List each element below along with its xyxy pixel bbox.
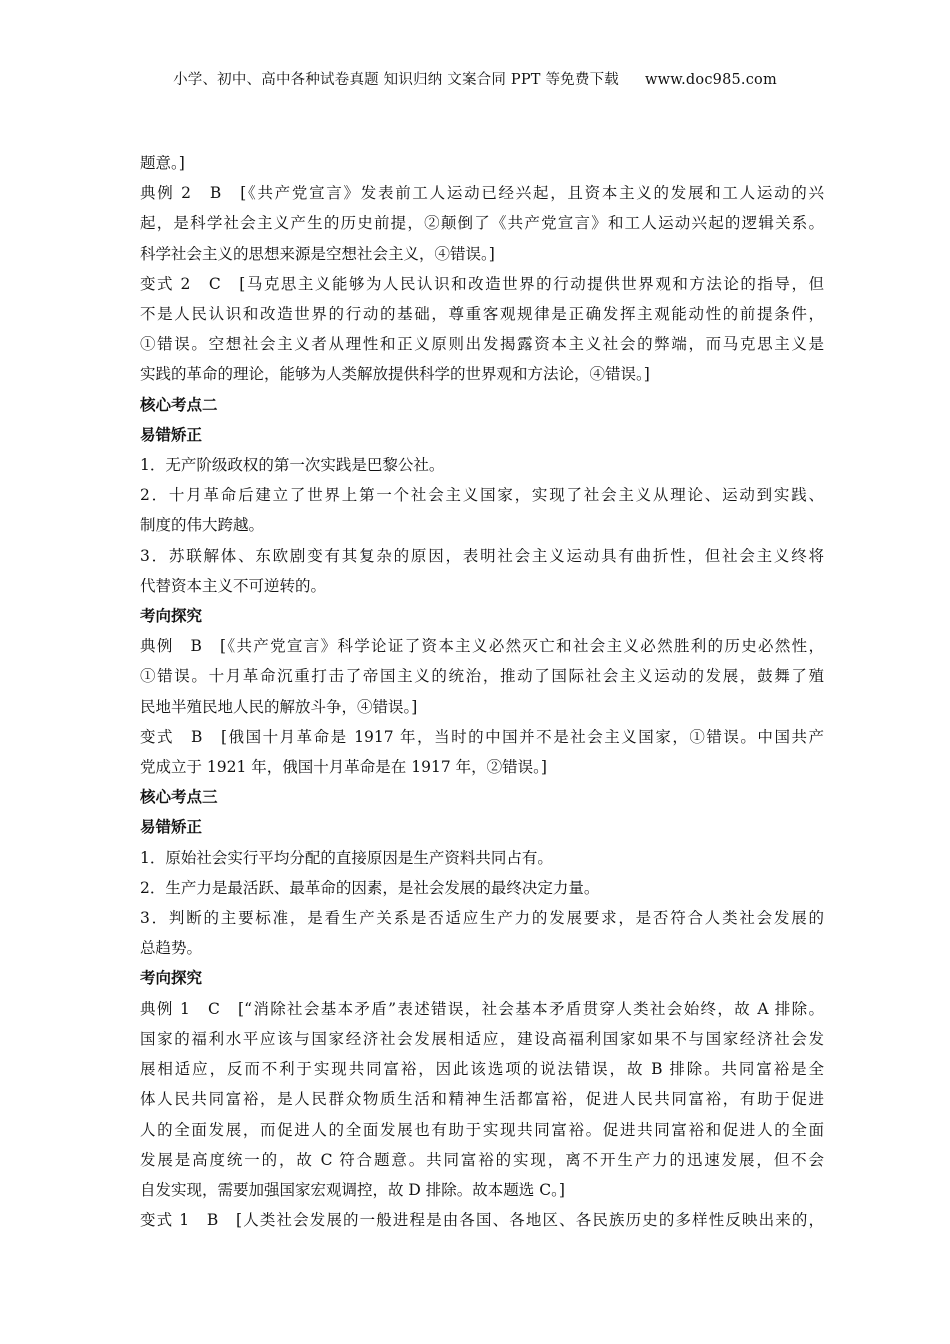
text-line: 2．生产力是最活跃、最革命的因素，是社会发展的最终决定力量。 [140, 878, 600, 897]
text-line: 民地半殖民地人民的解放斗争，④错误。] [140, 697, 418, 716]
section-heading: 易错矫正 [140, 424, 203, 444]
text-line: 3．苏联解体、东欧剧变有其复杂的原因，表明社会主义运动具有曲折性，但社会主义终将 [140, 546, 824, 565]
text-line: 发展是高度统一的，故 C 符合题意。共同富裕的实现，离不开生产力的迅速发展，但不会 [140, 1150, 824, 1169]
text-line: 科学社会主义的思想来源是空想社会主义，④错误。] [140, 244, 495, 263]
text-line: 不是人民认识和改造世界的行动的基础，尊重客观规律是正确发挥主观能动性的前提条件， [140, 305, 824, 324]
text-line: 典例 1 C [“消除社会基本矛盾”表述错误，社会基本矛盾贯穿人类社会始终，故 A 排除。 [140, 999, 824, 1018]
text-line: 典例 2 B [《共产党宣言》发表前工人运动已经兴起，且资本主义的发展和工人运动的兴 [140, 184, 824, 203]
section-heading: 考向探究 [140, 968, 203, 988]
text-line: 典例 B [《共产党宣言》科学论证了资本主义必然灭亡和社会主义必然胜利的历史必然性， [140, 637, 824, 656]
text-line: ①错误。十月革命沉重打击了帝国主义的统治，推动了国际社会主义运动的发展，鼓舞了殖 [140, 667, 824, 686]
header-url: www.doc985.com [644, 72, 777, 88]
document-body [140, 148, 824, 1235]
text-line: 党成立于 1921 年，俄国十月革命是在 1917 年，②错误。] [140, 758, 547, 777]
text-line: 国家的福利水平应该与国家经济社会发展相适应，建设高福利国家如果不与国家经济社会发 [140, 1029, 824, 1048]
text-line: 制度的伟大跨越。 [140, 516, 265, 535]
text-line: 代替资本主义不可逆转的。 [140, 576, 327, 595]
text-line: 题意。] [140, 154, 185, 172]
text-line: 展相适应，反而不利于实现共同富裕，因此该选项的说法错误，故 B 排除。共同富裕是全 [140, 1060, 824, 1079]
text-line: ①错误。空想社会主义者从理性和正义原则出发揭露资本主义社会的弊端，而马克思主义是 [140, 335, 824, 354]
section-heading: 考向探究 [140, 606, 203, 626]
header-text: 小学、初中、高中各种试卷真题 知识归纳 文案合同 PPT 等免费下载 [173, 72, 619, 88]
text-line: 变式 1 B [人类社会发展的一般进程是由各国、各地区、各民族历史的多样性反映出来的， [140, 1211, 824, 1230]
text-line: 3．判断的主要标准，是看生产关系是否适应生产力的发展要求，是否符合人类社会发展的 [140, 909, 824, 928]
text-line: 体人民共同富裕，是人民群众物质生活和精神生活都富裕，促进人民共同富裕，有助于促进 [140, 1090, 824, 1109]
text-line: 1．原始社会实行平均分配的直接原因是生产资料共同占有。 [140, 848, 553, 867]
text-line: 2．十月革命后建立了世界上第一个社会主义国家，实现了社会主义从理论、运动到实践、 [140, 486, 824, 505]
text-line: 1．无产阶级政权的第一次实践是巴黎公社。 [140, 456, 445, 475]
section-heading: 易错矫正 [140, 817, 203, 837]
text-line: 自发实现，需要加强国家宏观调控，故 D 排除。故本题选 C。] [140, 1180, 565, 1199]
section-heading: 核心考点三 [140, 787, 218, 807]
text-line: 变式 B [俄国十月革命是 1917 年，当时的中国并不是社会主义国家，①错误。中国共产 [140, 727, 824, 746]
section-heading: 核心考点二 [140, 394, 218, 414]
text-line: 起，是科学社会主义产生的历史前提，②颠倒了《共产党宣言》和工人运动兴起的逻辑关系。 [140, 214, 824, 233]
text-line: 总趋势。 [140, 939, 203, 958]
text-line: 实践的革命的理论，能够为人类解放提供科学的世界观和方法论，④错误。] [140, 365, 650, 384]
page-header [0, 68, 950, 89]
text-line: 人的全面发展，而促进人的全面发展也有助于实现共同富裕。促进共同富裕和促进人的全面 [140, 1120, 824, 1139]
text-line: 变式 2 C [马克思主义能够为人民认识和改造世界的行动提供世界观和方法论的指导，但 [140, 274, 824, 293]
